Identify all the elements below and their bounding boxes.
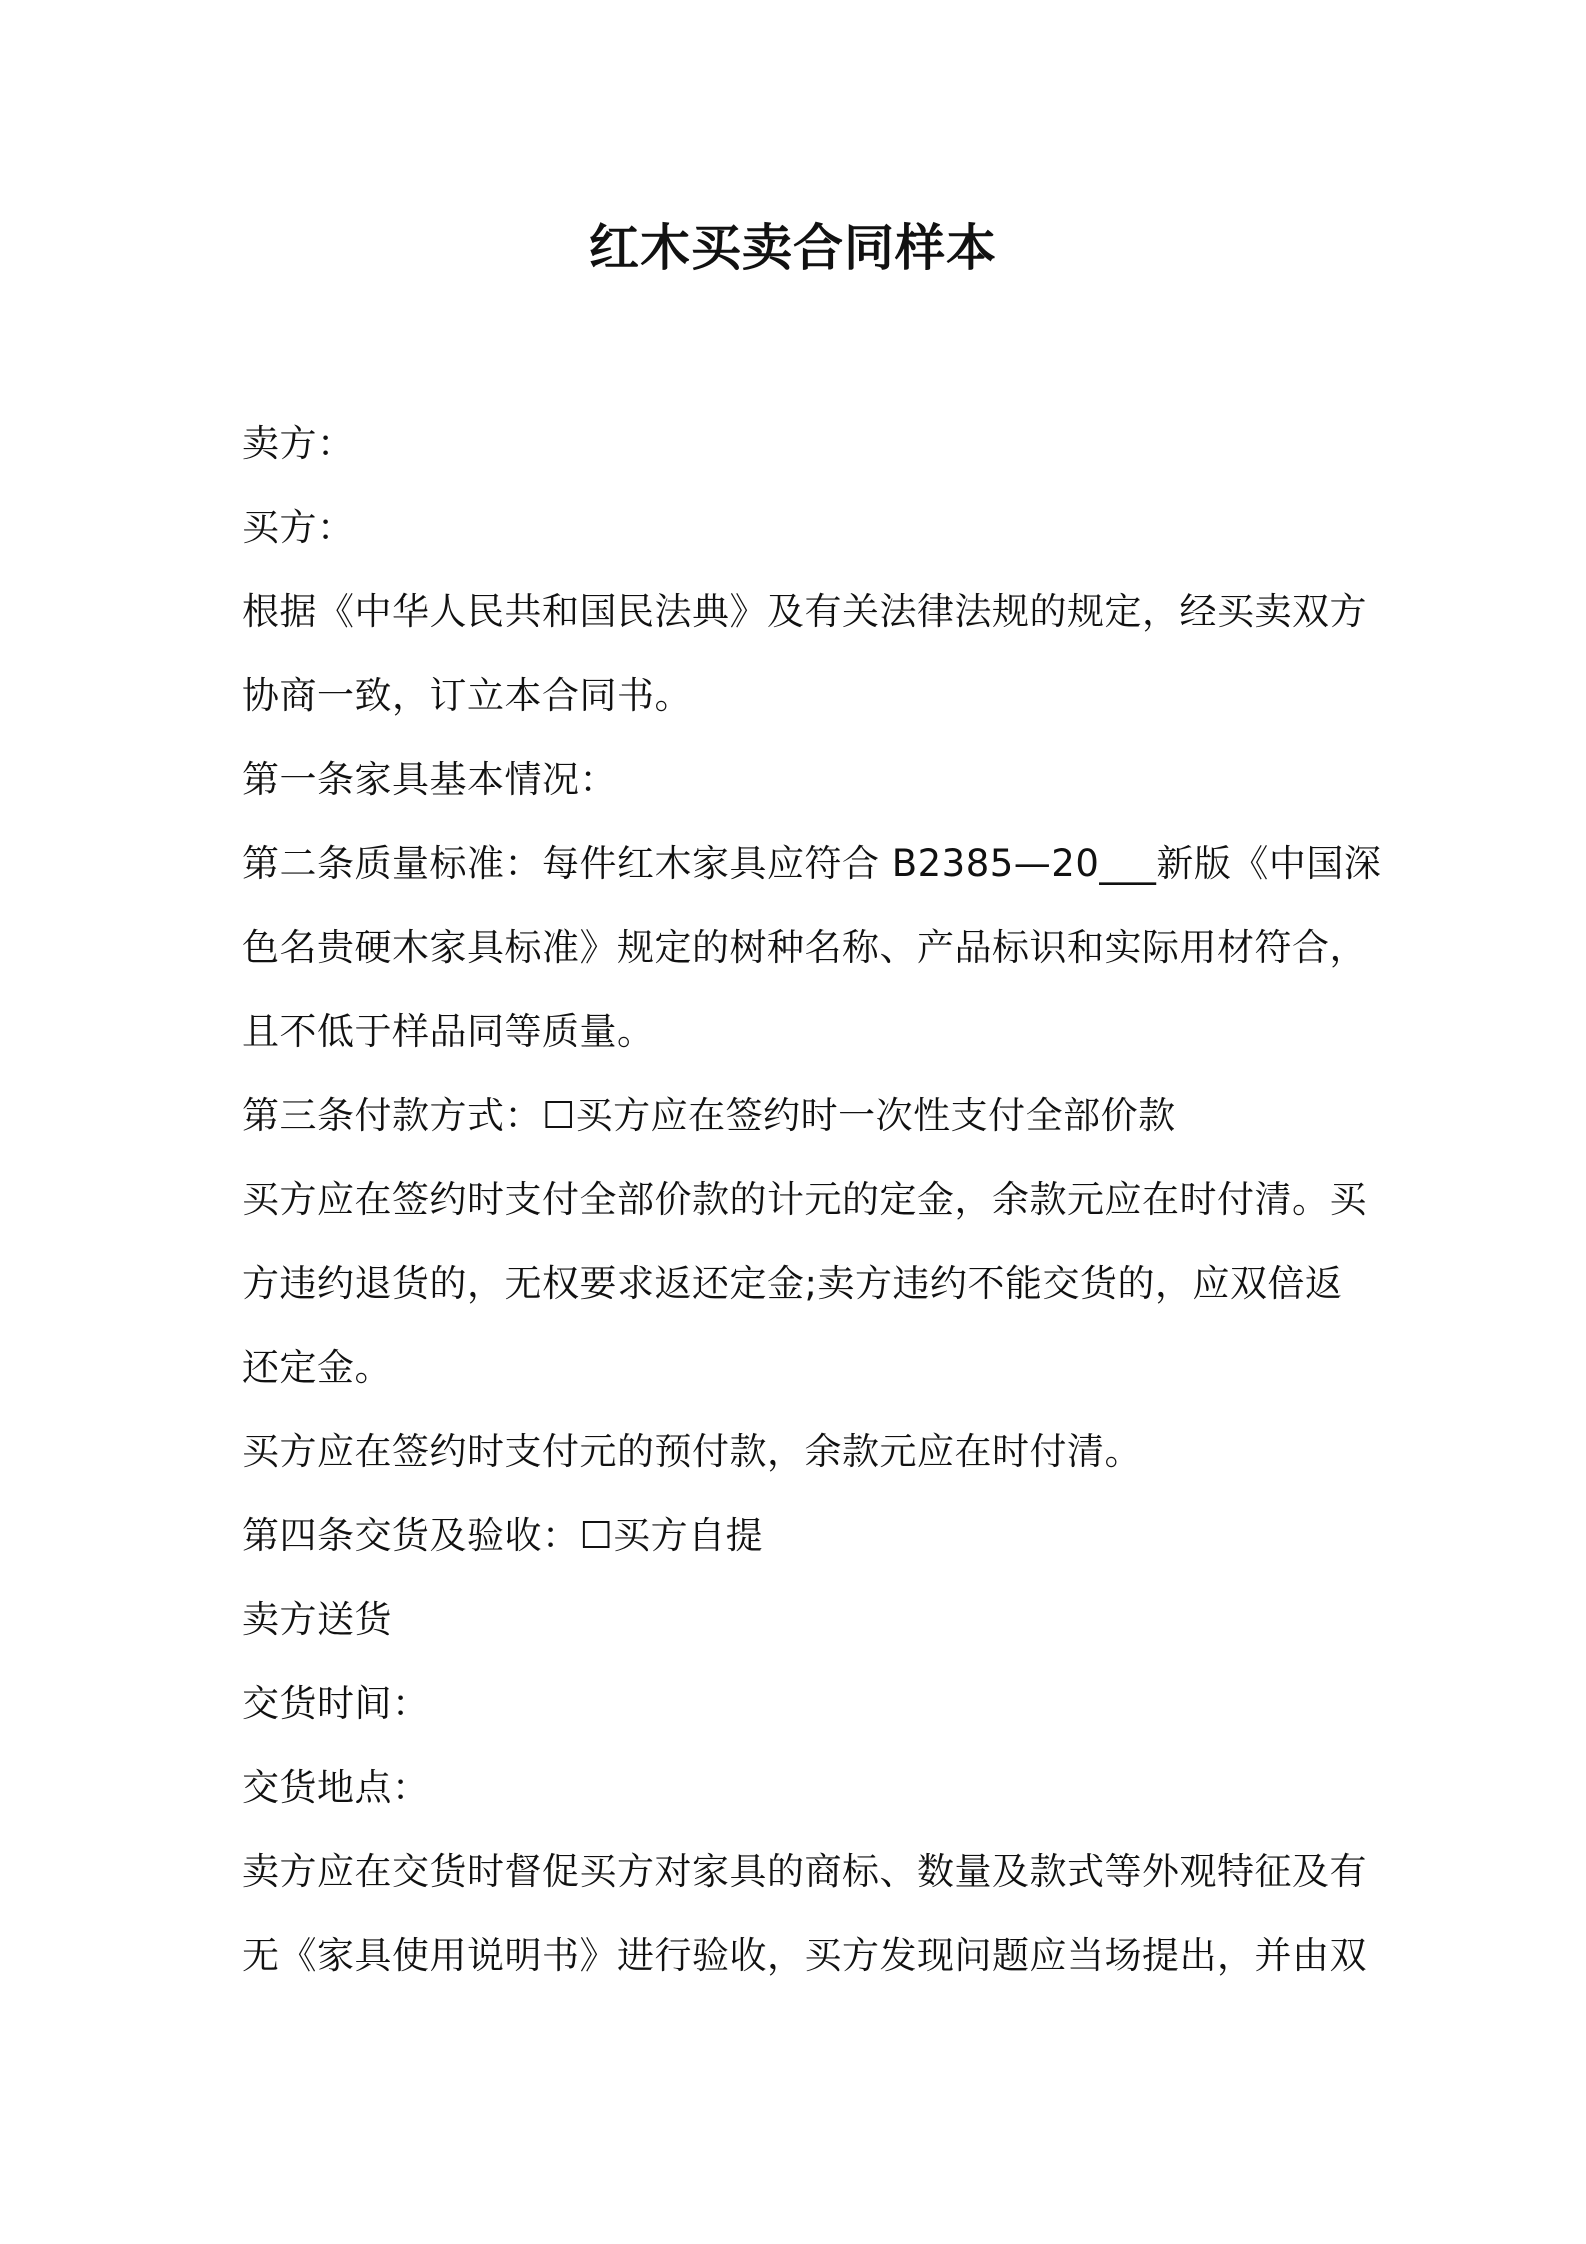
article-2-line-3: 且不低于样品同等质量。 xyxy=(242,1010,655,1053)
article-4-line-2: 卖方送货 xyxy=(242,1598,392,1641)
article-3-line-1: 第三条付款方式：☐买方应在签约时一次性支付全部价款 xyxy=(242,1094,1176,1137)
inspection-line-2: 无《家具使用说明书》进行验收，买方发现问题应当场提出，并由双 xyxy=(242,1934,1367,1977)
article-3-line-3: 方违约退货的，无权要求返还定金;卖方违约不能交货的，应双倍返 xyxy=(242,1262,1343,1305)
document-title: 红木买卖合同样本 xyxy=(589,219,997,277)
article-4-line-1: 第四条交货及验收：☐买方自提 xyxy=(242,1514,764,1557)
document-body xyxy=(242,402,1382,1998)
preamble-line-1: 根据《中华人民共和国民法典》及有关法律法规的规定，经买卖双方 xyxy=(242,590,1367,633)
buyer-line: 买方： xyxy=(242,506,355,549)
preamble-line-2: 协商一致，订立本合同书。 xyxy=(242,674,692,717)
seller-line: 卖方： xyxy=(242,422,355,465)
article-2-line-1: 第二条质量标准：每件红木家具应符合 B2385—20___新版《中国深 xyxy=(242,842,1382,885)
delivery-place-line: 交货地点： xyxy=(242,1766,430,1809)
article-3-line-2: 买方应在签约时支付全部价款的计元的定金，余款元应在时付清。买 xyxy=(242,1178,1367,1221)
article-2-line-2: 色名贵硬木家具标准》规定的树种名称、产品标识和实际用材符合， xyxy=(242,926,1367,969)
delivery-time-line: 交货时间： xyxy=(242,1682,430,1725)
article-1-line: 第一条家具基本情况： xyxy=(242,758,617,801)
article-3-line-4: 还定金。 xyxy=(242,1346,392,1389)
article-3-line-5: 买方应在签约时支付元的预付款，余款元应在时付清。 xyxy=(242,1430,1142,1473)
inspection-line-1: 卖方应在交货时督促买方对家具的商标、数量及款式等外观特征及有 xyxy=(242,1850,1367,1893)
